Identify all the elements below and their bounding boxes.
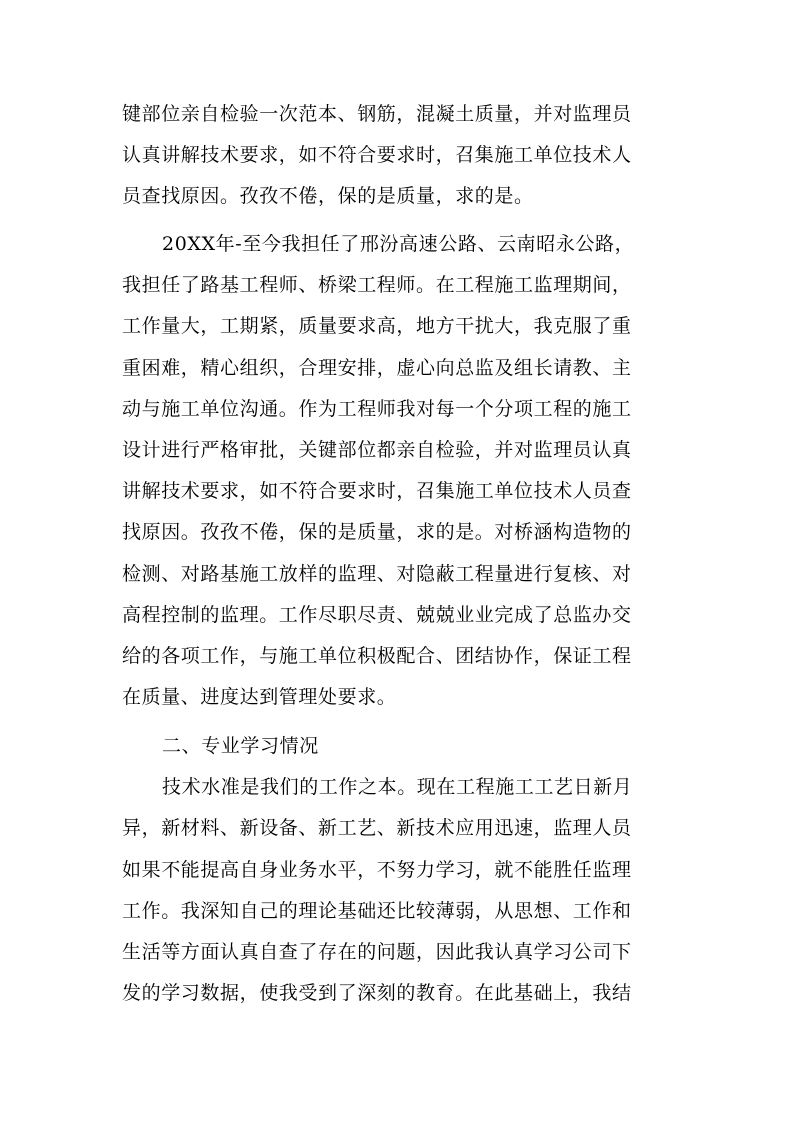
text-line-11: 找原因。孜孜不倦，保的是质量，求的是。对桥涵构造物的 [122,521,632,543]
text-line-17: 技术水准是我们的工作之本。现在工程施工工艺日新月 [162,776,633,798]
text-line-7: 重困难，精心组织，合理安排，虚心向总监及组长请教、主 [122,357,632,379]
text-line-10: 讲解技术要求，如不符合要求时，召集施工单位技术人员查 [122,480,632,502]
text-line-18: 异，新材料、新设备、新工艺、新技术应用迅速，监理人员 [122,817,632,839]
text-line-22: 发的学习数据，使我受到了深刻的教育。在此基础上，我结 [122,982,632,1004]
text-line-13: 高程控制的监理。工作尽职尽责、兢兢业业完成了总监办交 [122,604,632,626]
text-line-3: 员查找原因。孜孜不倦，保的是质量，求的是。 [122,185,534,207]
text-line-8: 动与施工单位沟通。作为工程师我对每一个分项工程的施工 [122,398,632,420]
text-line-2: 认真讲解技术要求，如不符合要求时，召集施工单位技术人 [122,144,632,166]
text-line-9: 设计进行严格审批，关键部位都亲自检验，并对监理员认真 [122,439,632,461]
text-line-15: 在质量、进度达到管理处要求。 [122,686,397,708]
text-line-19: 如果不能提高自身业务水平，不努力学习，就不能胜任监理 [122,859,632,881]
text-line-20: 工作。我深知自己的理论基础还比较薄弱，从思想、工作和 [122,900,632,922]
text-line-6: 工作量大，工期紧，质量要求高，地方干扰大，我克服了重 [122,315,632,337]
text-line-21: 生活等方面认真自查了存在的问题，因此我认真学习公司下 [122,941,632,963]
text-line-1: 键部位亲自检验一次范本、钢筋，混凝土质量，并对监理员 [122,103,632,125]
text-line-4: 20XX年-至今我担任了邢汾高速公路、云南昭永公路， [162,233,635,255]
text-line-5: 我担任了路基工程师、桥梁工程师。在工程施工监理期间， [122,274,632,296]
text-line-12: 检测、对路基施工放样的监理、对隐蔽工程量进行复核、对 [122,563,632,585]
section-heading: 二、专业学习情况 [162,735,319,757]
text-line-14: 给的各项工作，与施工单位积极配合、团结协作，保证工程 [122,645,632,667]
